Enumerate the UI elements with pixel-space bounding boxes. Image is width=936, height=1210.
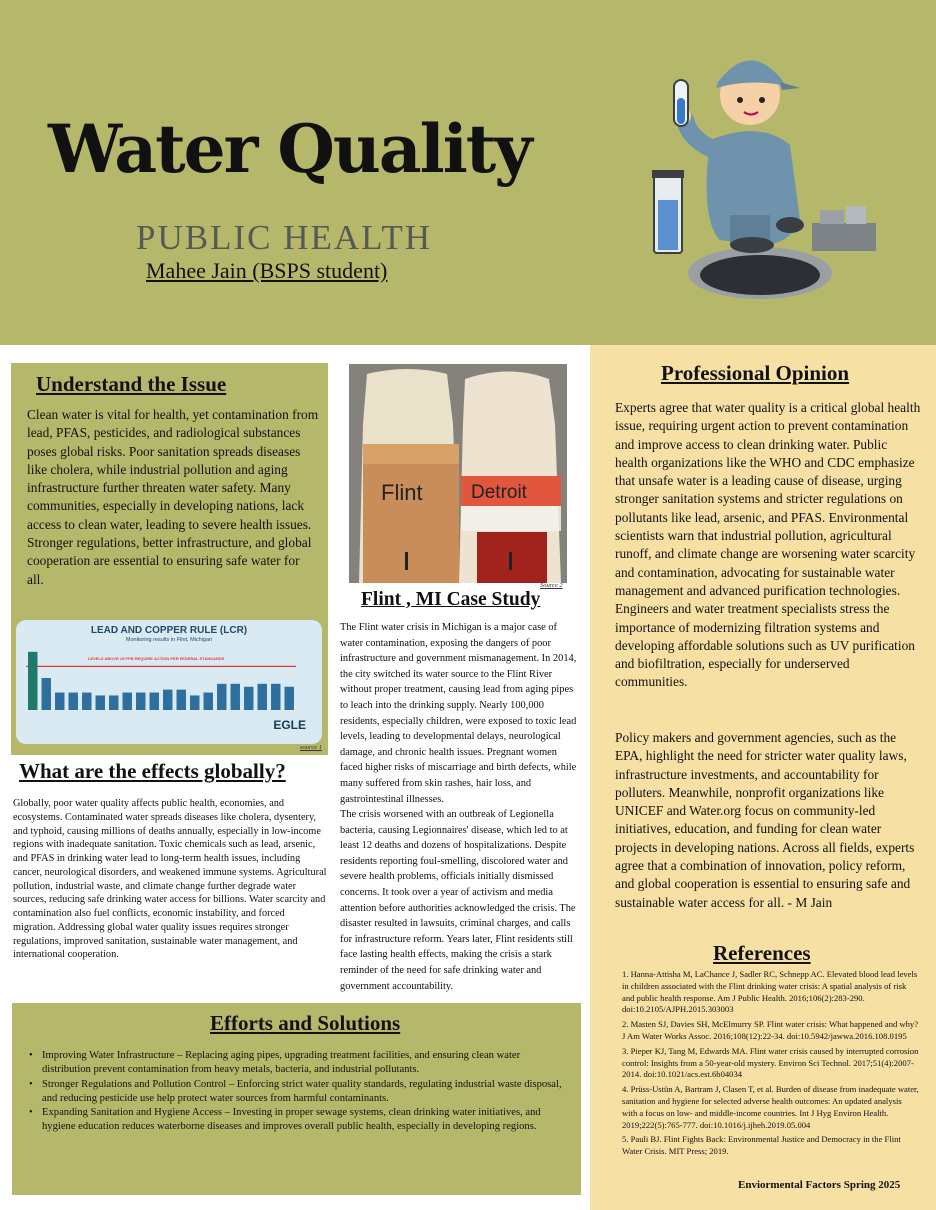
page-subtitle: PUBLIC HEALTH <box>136 218 432 257</box>
references-heading: References <box>713 941 811 965</box>
egle-logo: EGLE <box>273 718 306 732</box>
detroit-label: Detroit <box>471 482 527 503</box>
lcr-bar <box>136 693 145 710</box>
lcr-chart-title: LEAD AND COPPER RULE (LCR) <box>90 625 248 636</box>
lcr-bar <box>150 693 159 710</box>
list-item: 4. Prüss-Ustün A, Bartram J, Clasen T, et al. Burden of disease from inadequate water, sanitation and hygiene for selected adverse health outcomes: An updated analysis with a focus on low- and middle-income countries. Int J Hyg Environ Health. 2019;222(5):765-777. doi:10.1016/j.ijheh.2019.05.004 <box>622 1084 919 1130</box>
lcr-chart-subtitle: Monitoring results in Flint, Michigan <box>125 637 213 643</box>
flint-text-para2: The crisis worsened with an outbreak of Legionella bacteria, causing Legionnaires' disease, which led to at least 12 deaths and dozens of hospitalizations. Despite residents reporting foul-smelling, discolored water and severe health problems, officials initially dismissed concerns. It took over a year of activism and media attention before authorities acknowledged the crisis. The disaster resulted in lawsuits, criminal charges, and calls for infrastructure reform. Years later, Flint residents still face lasting health effects, making the crisis a stark reminder of the need for safe drinking water and government accountability. <box>340 809 576 992</box>
lcr-bar <box>177 690 186 710</box>
flint-text-para1: The Flint water crisis in Michigan is a major case of water contamination, exposing the dangers of poor infrastructure and government mismanagement. In 2014, the city switched its water source to the Flint River without proper treatment, causing lead from aging pipes to leach into the drinking supply. Nearly 100,000 residents, especially children, were exposed to toxic lead levels, leading to developmental delays, neurological damage, and chronic health issues. Pregnant women faced higher risks of miscarriage and birth defects, while many suffered from skin rashes, hair loss, and gastrointestinal illnesses. <box>340 622 577 805</box>
source-2-label: Source 2 <box>540 582 563 589</box>
lcr-bar <box>285 687 294 710</box>
lcr-bar <box>96 695 105 710</box>
list-item: • Improving Water Infrastructure – Replacing aging pipes, upgrading treatment facilities, and ensuring clean water distribution prevent contamination from heavy metals, bacteria, and industrial pollutants. <box>26 1049 566 1078</box>
source-1-label: source 1 <box>300 744 322 751</box>
opinion-text-para2: Policy makers and government agencies, such as the EPA, highlight the need for stricter water quality laws, infrastructure investments, and accountability for polluters. Meanwhile, nonprofit organizations like UNICEF and Water.org focus on community-led initiatives, education, and funding for clean water projects in developing nations. Across all fields, experts agree that a combination of innovation, policy reform, and global cooperation is essential to ensuring safe and sustainable water access for all. - M Jain <box>615 730 915 910</box>
efforts-list <box>26 1049 566 1135</box>
lcr-bar <box>163 690 172 710</box>
effects-text: Globally, poor water quality affects public health, economies, and ecosystems. Contaminated water spreads diseases like cholera, dysentery, and typhoid, causing millions of deaths annually, especially in low-income regions with inadequate sanitation. Toxic chemicals such as lead, arsenic, and PFAS in drinking water lead to long-term health issues, including cancer, neurological disorders, and weakened immune systems. Agricultural pollution, industrial waste, and climate change further degrade water sources, reducing safe drinking water access for billions. Water scarcity and contamination also fuel conflicts, economic instability, and forced migration. Addressing global water quality issues requires stronger regulations, improved sanitation, sustainable water management, and international cooperation. <box>13 798 327 961</box>
lcr-bar <box>217 684 226 710</box>
references-list <box>613 969 919 1161</box>
lcr-bar <box>28 652 37 710</box>
footer-course: Enviormental Factors Spring 2025 <box>738 1179 901 1191</box>
lcr-bar <box>109 695 118 710</box>
flint-heading: Flint , MI Case Study <box>361 589 541 610</box>
understand-heading: Understand the Issue <box>36 372 227 396</box>
lcr-bar <box>231 684 240 710</box>
lcr-bar <box>69 693 78 710</box>
water-tester-illustration <box>640 20 890 310</box>
lcr-bar <box>244 687 253 710</box>
list-item: • Expanding Sanitation and Hygiene Access – Investing in proper sewage systems, clean drinking water initiatives, and hygiene education reduces waterborne diseases and improves overall public health, especially in developing regions. <box>26 1106 566 1135</box>
lcr-bar <box>271 684 280 710</box>
effects-heading: What are the effects globally? <box>19 759 286 783</box>
lcr-banner: LEVELS ABOVE 15 PPB REQUIRE ACTION PER FEDERAL STANDARDS <box>88 656 225 661</box>
author-name: Mahee Jain (BSPS student) <box>146 258 388 283</box>
lcr-chart-card <box>16 620 322 744</box>
lcr-bar <box>42 678 51 710</box>
flint-detroit-water-photo <box>349 364 567 583</box>
flint-label: Flint <box>381 480 423 505</box>
lcr-bar <box>258 684 267 710</box>
list-item: 2. Masten SJ, Davies SH, McElmurry SP. Flint water crisis: What happened and why? J Am Water Works Assoc. 2016;108(12):22-34. doi:10.5942/jawwa.2016.108.0195 <box>622 1019 919 1041</box>
list-item: • Stronger Regulations and Pollution Control – Enforcing strict water quality standards, regulating industrial waste disposal, and reducing pesticide use help protect water sources from harmful contaminants. <box>26 1078 566 1107</box>
lcr-bar <box>204 693 213 710</box>
list-item: 1. Hanna-Attisha M, LaChance J, Sadler RC, Schnepp AC. Elevated blood lead levels in children associated with the Flint drinking water crisis: A spatial analysis of risk and public health response. Am J Public Health. 2016;106(2):283-290. doi:10.2105/AJPH.2015.303003 <box>622 969 918 1015</box>
opinion-heading: Professional Opinion <box>661 361 850 385</box>
page-title: Water Quality <box>48 110 531 188</box>
lcr-bar <box>123 693 132 710</box>
lcr-bar <box>55 693 64 710</box>
efforts-heading: Efforts and Solutions <box>210 1011 401 1035</box>
list-item: 5. Pauli BJ. Flint Fights Back: Environmental Justice and Democracy in the Flint Water Crisis. MIT Press; 2019. <box>622 1134 901 1157</box>
lcr-bar <box>82 693 91 710</box>
lcr-bar <box>190 695 199 710</box>
opinion-text-para1: Experts agree that water quality is a critical global health issue, requiring urgent action to prevent contamination and improve access to clean drinking water. Public health organizations like the WHO and CDC emphasize that unsafe water is a leading cause of disease, urging stronger sanitation systems and stricter regulations on pollutants like lead, arsenic, and PFAS. Environmental scientists warn that industrial pollution, agricultural runoff, and climate change are worsening water scarcity and contamination, advocating for sustainable water management and advanced purification technologies. Engineers and water treatment specialists stress the importance of modernizing filtration systems and developing affordable solutions such as UV purification and biofiltration, especially for underserved communities. <box>615 400 921 690</box>
list-item: 3. Pieper KJ, Tang M, Edwards MA. Flint water crisis caused by interrupted corrosion control: Insights from a 50-year-old mystery. Environ Sci Technol. 2017;51(4):2007-2014. doi:10.1021/acs.est.6b04034 <box>622 1045 919 1080</box>
understand-text: Clean water is vital for health, yet contamination from lead, PFAS, pesticides, and radiological substances poses global risks. Poor sanitation spreads diseases like cholera, while industrial pollution and aging infrastructure further threaten water safety. Many communities, especially in developing nations, lack access to clean water, leading to severe health issues. Stronger regulations, better infrastructure, and global cooperation are essential to ensuring safe water for all. <box>27 407 319 587</box>
